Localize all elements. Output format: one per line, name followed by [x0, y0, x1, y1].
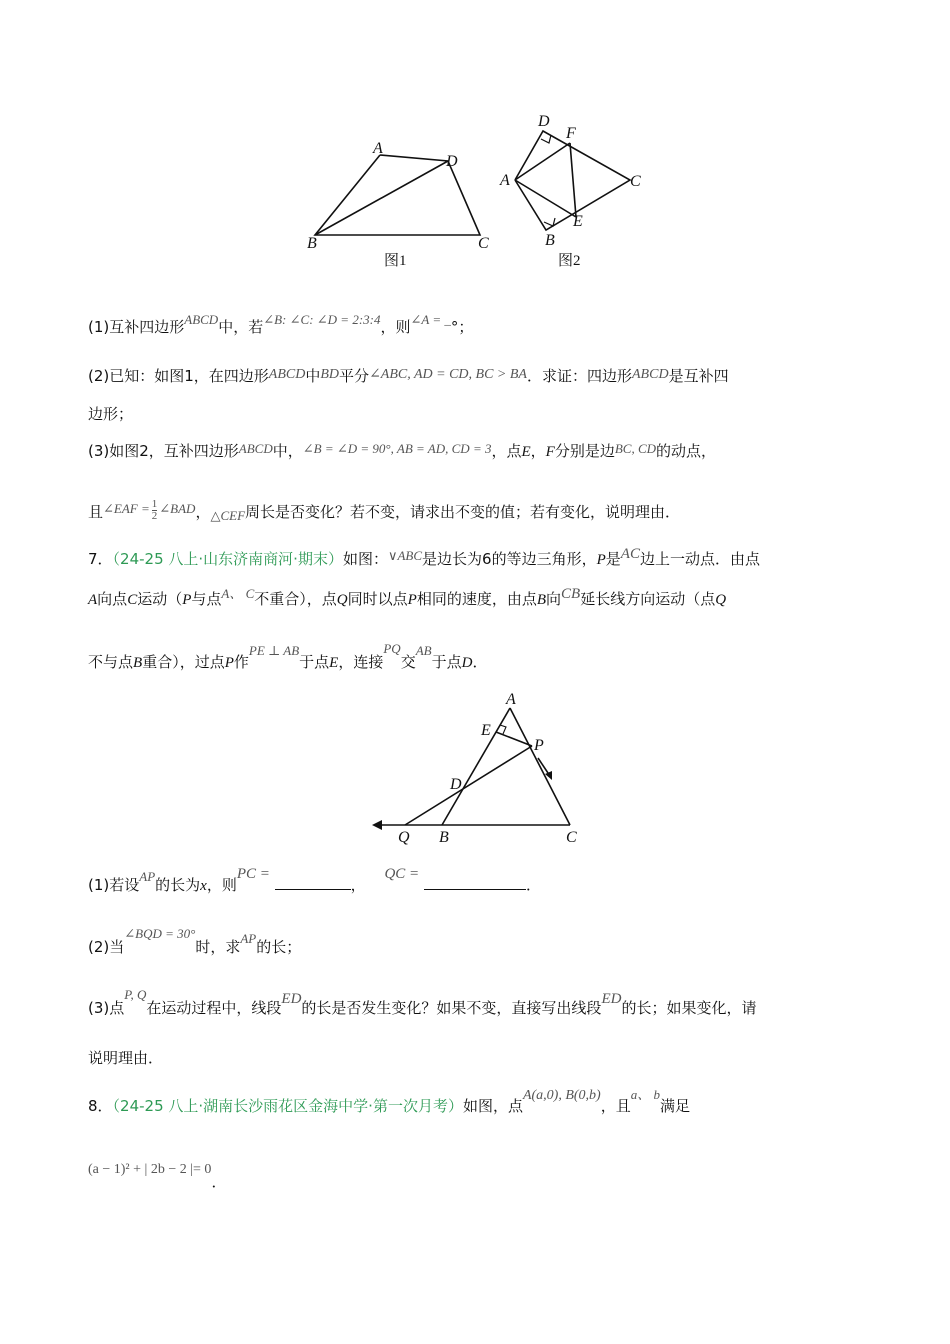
math: ABCD	[238, 441, 273, 456]
q7-sub2	[88, 926, 302, 958]
math: P	[407, 592, 417, 608]
numerator: 1	[151, 497, 158, 510]
text: ．	[525, 876, 541, 894]
figure-q7-triangle	[360, 690, 600, 850]
fraction	[152, 499, 158, 522]
math: Q	[715, 592, 727, 608]
math: B	[536, 592, 547, 608]
math: QC =	[384, 866, 420, 882]
text: 中，	[272, 442, 303, 460]
math: ∠BAD	[159, 501, 196, 516]
label-e: E	[481, 722, 491, 739]
text: 重合），过点	[142, 653, 225, 671]
question-source: （24-25 八上·湖南长沙雨花区金海中学·第一次月考）	[112, 1097, 463, 1115]
text: ，连接	[338, 653, 384, 671]
q7-sub1	[88, 866, 541, 896]
text: 同时以点	[347, 590, 408, 608]
fig2-label-c: C	[630, 173, 641, 190]
text: 于点	[431, 653, 462, 671]
fig1-diagonal-bd	[315, 161, 448, 235]
question-source: （24-25 八上·山东济南商河·期末）	[112, 550, 343, 568]
text: 于点	[299, 653, 330, 671]
text: ．	[472, 653, 488, 671]
math: AB	[415, 643, 432, 658]
right-angle-d-mark	[541, 135, 551, 143]
math: ∠A = _	[410, 312, 451, 327]
label-c: C	[566, 829, 577, 846]
math: AC	[620, 546, 640, 562]
fig2-label-e: E	[573, 213, 583, 230]
q6-part4	[88, 497, 681, 526]
math: ABCD	[184, 312, 219, 327]
text: 是互补四	[668, 367, 729, 385]
text: 的长为	[155, 876, 201, 894]
math: PE ⊥ AB	[248, 643, 300, 658]
text: 在运动过程中，线段	[146, 999, 282, 1017]
math: E	[521, 444, 531, 460]
text: (2)已知：如图1，在四边形	[88, 367, 269, 385]
fig2-ae	[515, 180, 576, 217]
text: 时，求	[195, 938, 241, 956]
math: D	[461, 655, 473, 671]
text: 的长是否发生变化？如果不变，直接写出线段	[301, 999, 602, 1017]
label-d: D	[450, 776, 462, 793]
q6-part1	[88, 312, 474, 338]
q8-line1	[88, 1087, 691, 1118]
text: 如图，点	[462, 1097, 523, 1115]
math: BD	[320, 367, 340, 382]
text: ，且	[600, 1097, 631, 1115]
fig1-label-a: A	[373, 140, 383, 157]
math: P	[224, 655, 234, 671]
fig1-label-c: C	[478, 235, 489, 252]
math: P, Q	[124, 987, 147, 1002]
math: BC, CD	[614, 441, 657, 456]
q8-equation	[88, 1160, 227, 1191]
math: A(a,0), B(0,b)	[522, 1088, 601, 1103]
segment-qp	[405, 746, 532, 825]
text: 分别是边	[554, 442, 615, 460]
text: 边上一动点．由点	[639, 550, 760, 568]
text: (3)点	[88, 999, 125, 1017]
text: ．求证：四边形	[526, 367, 632, 385]
q6-part2-cont	[88, 404, 133, 424]
text: 的动点，	[656, 442, 717, 460]
fig1-caption: 图1	[384, 253, 407, 269]
text: 如图：	[342, 550, 388, 568]
fig2-label-f: F	[566, 125, 576, 142]
q6-part3	[88, 441, 716, 462]
label-p: P	[534, 737, 544, 754]
q7-line3	[88, 641, 488, 673]
label-a: A	[506, 691, 516, 708]
text: (2)当	[88, 938, 125, 956]
math: P	[596, 552, 606, 568]
math: ED	[281, 991, 302, 1007]
text: (1)若设	[88, 876, 140, 894]
text: 相同的速度，由点	[416, 590, 537, 608]
math: ∠B: ∠C: ∠D = 2:3:4	[263, 312, 381, 327]
figure-1-and-2	[300, 108, 660, 278]
math: PQ	[383, 641, 401, 656]
q7-line1	[88, 546, 760, 570]
math-eaf	[103, 497, 196, 522]
q-arrow-head	[372, 820, 382, 830]
text: 作	[233, 653, 249, 671]
fig2-label-b: B	[545, 232, 555, 249]
text: 运动（	[137, 590, 183, 608]
text: ．	[211, 1173, 227, 1191]
text: 说明理由．	[88, 1049, 164, 1067]
math: AP	[240, 931, 257, 946]
text: 中，若	[218, 318, 264, 336]
text: 不与点	[88, 653, 134, 671]
denominator: 2	[151, 509, 158, 522]
text: 中	[305, 367, 321, 385]
math: Q	[336, 592, 348, 608]
math: ∠BQD = 30°	[124, 926, 196, 941]
label-q: Q	[398, 829, 410, 846]
math: ED	[601, 991, 622, 1007]
text: 是边长为6的等边三角形，	[422, 550, 597, 568]
text: 且	[88, 503, 104, 521]
math: ABCD	[632, 367, 669, 382]
text: 向	[546, 590, 562, 608]
math: x	[200, 878, 207, 894]
text: ，则	[206, 876, 237, 894]
math: ABCD	[268, 367, 306, 382]
math: C	[127, 592, 138, 608]
right-angle-e-mark	[500, 725, 506, 734]
fig2-label-d: D	[538, 113, 550, 130]
math-equation: (a − 1)² + | 2b − 2 |= 0	[88, 1162, 212, 1177]
text: 的长；如果变化，请	[621, 999, 757, 1017]
label-b: B	[439, 829, 449, 846]
text: ，	[195, 503, 211, 521]
text: 的长；	[256, 938, 302, 956]
text: ，点	[491, 442, 522, 460]
text: 周长是否变化？若不变，请求出不变的值；若有变化，说明理由．	[245, 503, 681, 521]
q7-sub3	[88, 987, 757, 1019]
math: A、 C	[221, 586, 255, 601]
math: AP	[139, 869, 156, 884]
question-number: 7．	[88, 550, 113, 568]
right-angle-b-mark	[544, 218, 555, 226]
math: CB	[561, 586, 581, 602]
q7-sub3-cont	[88, 1048, 163, 1068]
math: a、 b	[630, 1087, 661, 1102]
math: F	[545, 444, 555, 460]
text: 不重合），点	[254, 590, 337, 608]
math: ∠EAF =	[103, 501, 150, 516]
text: 延长线方向运动（点	[580, 590, 716, 608]
text: 向点	[97, 590, 128, 608]
text: ，	[530, 442, 546, 460]
text: 平分	[339, 367, 370, 385]
answer-blank-qc[interactable]	[424, 875, 526, 890]
text: 满足	[660, 1097, 691, 1115]
fig2-caption: 图2	[558, 253, 581, 269]
math: ∨ABC	[387, 548, 423, 563]
text: 边形；	[88, 405, 134, 423]
fig2-label-a: A	[500, 172, 510, 189]
math: E	[329, 655, 339, 671]
question-number: 8．	[88, 1097, 113, 1115]
text: (3)如图2，互补四边形	[88, 442, 239, 460]
answer-blank-pc[interactable]	[275, 875, 351, 890]
fig1-label-d: D	[446, 153, 458, 170]
fig1-label-b: B	[307, 235, 317, 252]
text: 与点	[191, 590, 222, 608]
q6-part2	[88, 366, 729, 388]
text: 是	[605, 550, 621, 568]
text: (1)互补四边形	[88, 318, 185, 336]
math: ∠ABC, AD = CD, BC > BA	[369, 367, 527, 382]
text: ，则	[380, 318, 411, 336]
fig2-af	[515, 143, 570, 180]
math: △CEF	[210, 508, 246, 523]
text: °；	[450, 318, 474, 336]
math: P	[182, 592, 192, 608]
text: 交	[400, 653, 416, 671]
fig2-fe	[570, 143, 576, 217]
text: ，	[350, 876, 366, 894]
math: ∠B = ∠D = 90°, AB = AD, CD = 3	[302, 441, 492, 456]
math: A	[88, 592, 98, 608]
side-ac	[510, 708, 570, 825]
q7-line2	[88, 586, 727, 610]
math: PC =	[236, 866, 270, 882]
math: B	[133, 655, 143, 671]
